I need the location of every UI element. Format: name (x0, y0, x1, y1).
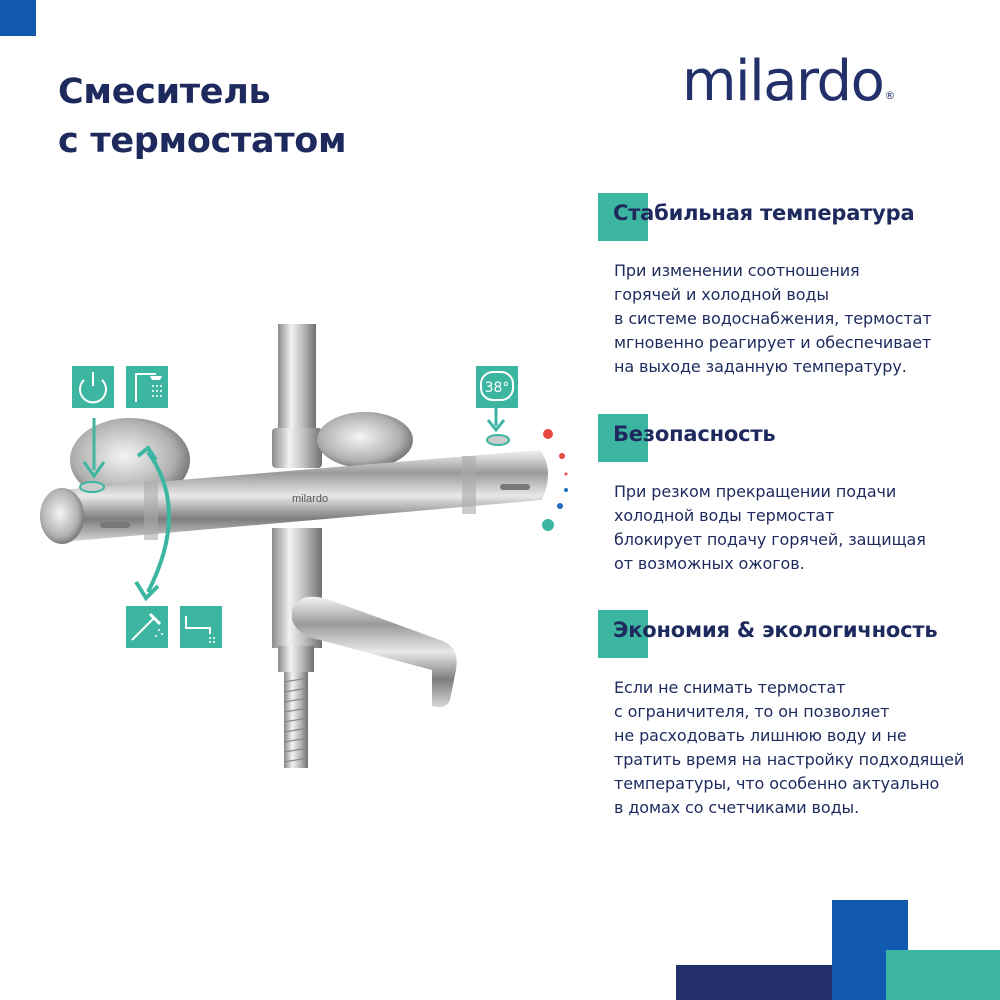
feature-line: температуры, что особенно актуально (614, 774, 940, 793)
rail-bracket (272, 428, 322, 468)
decor-bar-teal (886, 950, 1000, 1000)
feature-line: Если не снимать термостат (614, 678, 846, 697)
feature-line: с ограничителя, то он позволяет (614, 702, 890, 721)
feature-line: в домах со счетчиками воды. (614, 798, 860, 817)
temperature-display-icon (476, 366, 518, 408)
hand-shower-icon (126, 606, 168, 648)
body-ring-left (144, 482, 158, 540)
corner-accent-square (0, 0, 36, 36)
hose-nut (278, 646, 314, 672)
feature-line: тратить время на настройку подходящей (614, 750, 965, 769)
cold-dot-medium (557, 503, 563, 509)
feature-line: блокирует подачу горячей, защищая (614, 530, 926, 549)
feature-title: Безопасность (613, 422, 776, 446)
feature-description (614, 259, 932, 379)
brand-logo-text: milardo (682, 49, 884, 114)
feature-title: Экономия & экологичность (613, 618, 938, 642)
hot-dot-medium (559, 453, 565, 459)
feature-line: на выходе заданную температуру. (614, 357, 907, 376)
faucet-illustration (20, 310, 590, 790)
page-title-line-1: Смеситель (58, 72, 271, 112)
hot-dot-small (565, 473, 568, 476)
handle-slot-left (100, 522, 130, 528)
feature-line: в системе водоснабжения, термостат (614, 309, 932, 328)
wall-flange-right (317, 412, 413, 468)
feature-line: мгновенно реагирует и обеспечивает (614, 333, 932, 352)
page-title (58, 68, 346, 166)
handle-slot-right (500, 484, 530, 490)
feature-line: При изменении соотношения (614, 261, 860, 280)
feature-line: от возможных ожогов. (614, 554, 805, 573)
product-mark: milardo (292, 493, 329, 505)
cold-dot-large (542, 519, 554, 531)
diverter-button (80, 482, 104, 492)
bath-spout (292, 597, 457, 707)
feature-description (614, 480, 926, 576)
bath-spout-icon (180, 606, 222, 648)
feature-title: Стабильная температура (613, 201, 915, 225)
feature-line: холодной воды термостат (614, 506, 835, 525)
feature-line: горячей и холодной воды (614, 285, 829, 304)
feature-line: не расходовать лишнюю воду и не (614, 726, 907, 745)
power-icon (72, 366, 114, 408)
page-title-line-2: с термостатом (58, 121, 347, 161)
hot-dot-large (543, 429, 553, 439)
feature-description (614, 676, 964, 820)
temperature-value: 38° (484, 380, 510, 396)
registered-mark: ® (884, 89, 896, 102)
body-ring-right (462, 456, 476, 514)
cold-dot-small (564, 488, 568, 492)
temperature-limit-button (487, 435, 509, 445)
brand-logo (682, 42, 896, 122)
left-handle (40, 488, 84, 544)
decorative-bars (676, 900, 1000, 1000)
shower-head-icon (126, 366, 168, 408)
feature-line: При резком прекращении подачи (614, 482, 897, 501)
